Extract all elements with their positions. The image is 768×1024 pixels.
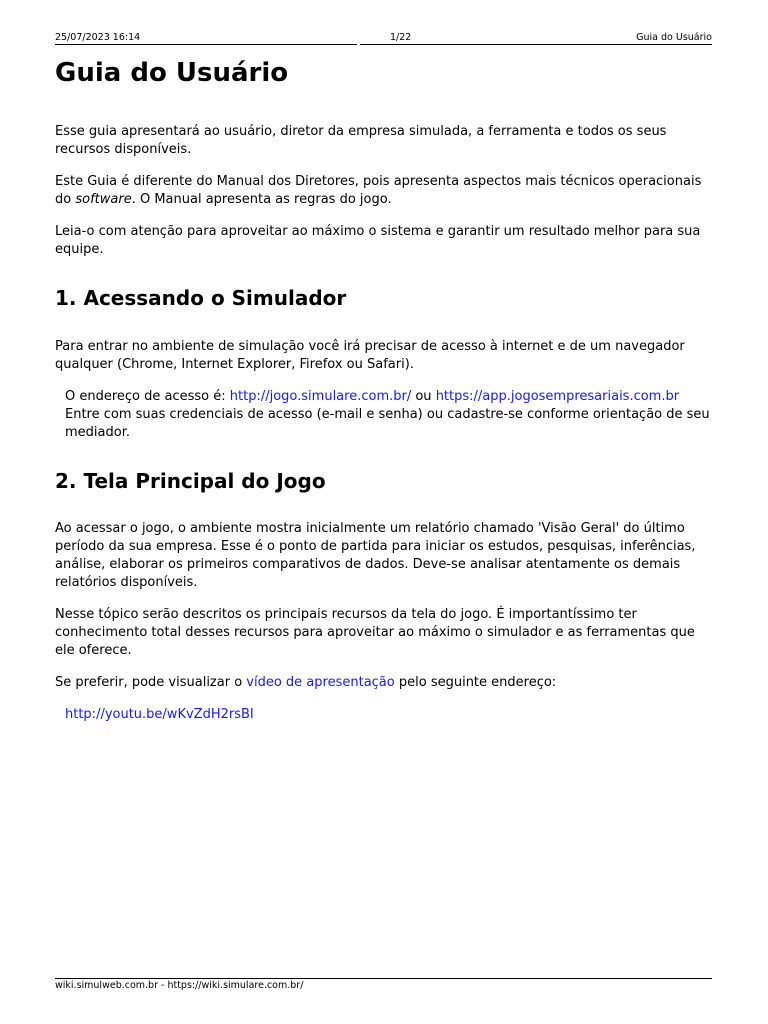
header-datetime: 25/07/2023 16:14 (55, 32, 141, 43)
header-divider-right (360, 44, 712, 45)
video-presentation-link[interactable]: vídeo de apresentação (246, 675, 395, 690)
youtube-link[interactable]: http://youtu.be/wKvZdH2rsBI (65, 707, 254, 722)
intro-paragraph-1: Esse guia apresentará ao usuário, diretor da empresa simulada, a ferramenta e todos os seus recursos disponíveis. (55, 124, 667, 157)
header-divider-left (55, 44, 357, 45)
section-1-heading: 1. Acessando o Simulador (55, 286, 347, 310)
header-page-number: 1/22 (390, 32, 412, 43)
footer-divider (55, 978, 712, 979)
credentials-paragraph: Entre com suas credenciais de acesso (e-mail e senha) ou cadastre-se conforme orientação de seu mediador. (65, 407, 710, 440)
video-paragraph-start: Se preferir, pode visualizar o (55, 675, 247, 690)
access-address-line (55, 388, 715, 406)
intro-paragraph-3: Leia-o com atenção para aproveitar ao máximo o sistema e garantir um resultado melhor para sua equipe. (55, 224, 701, 257)
video-paragraph-end: pelo seguinte endereço: (394, 675, 557, 690)
software-emphasis: software (75, 192, 132, 207)
video-url-line (55, 706, 715, 724)
simulare-link[interactable]: http://jogo.simulare.com.br/ (229, 389, 412, 404)
section-2-paragraph-2: Nesse tópico serão descritos os principais recursos da tela do jogo. É importantíssimo ter conhecimento total desses recursos para aproveitar ao máximo o simulador e as ferramentas que ele oferece. (55, 607, 695, 658)
section-1-paragraph: Para entrar no ambiente de simulação você irá precisar de acesso à internet e de um navegador qualquer (Chrome, Internet Explorer, Firefox ou Safari). (55, 339, 685, 372)
access-address-label: O endereço de acesso é: (65, 389, 230, 404)
page-title: Guia do Usuário (55, 58, 289, 88)
intro-paragraph-2-end: . O Manual apresenta as regras do jogo. (131, 192, 392, 207)
intro-paragraph-2 (55, 173, 715, 209)
section-2-heading: 2. Tela Principal do Jogo (55, 469, 326, 493)
intro-paragraph-2-text: Este Guia é diferente do Manual dos Diretores, pois apresenta aspectos mais técnicos operacionais do (55, 174, 702, 207)
video-paragraph (55, 674, 715, 692)
document-body (55, 56, 715, 724)
page-footer: wiki.simulweb.com.br - https://wiki.simulare.com.br/ (55, 980, 304, 991)
header-title: Guia do Usuário (636, 32, 712, 43)
jogosempresariais-link[interactable]: https://app.jogosempresariais.com.br (435, 389, 680, 404)
section-2-paragraph-1: Ao acessar o jogo, o ambiente mostra inicialmente um relatório chamado 'Visão Geral' do último período da sua empresa. Esse é o ponto de partida para iniciar os estudos, pesquisas, inferências, análise, elaborar os primeiros comparativos de dados. Deve-se analisar atentamente os demais relatórios disponíveis. (55, 521, 696, 590)
link-separator: ou (411, 389, 436, 404)
